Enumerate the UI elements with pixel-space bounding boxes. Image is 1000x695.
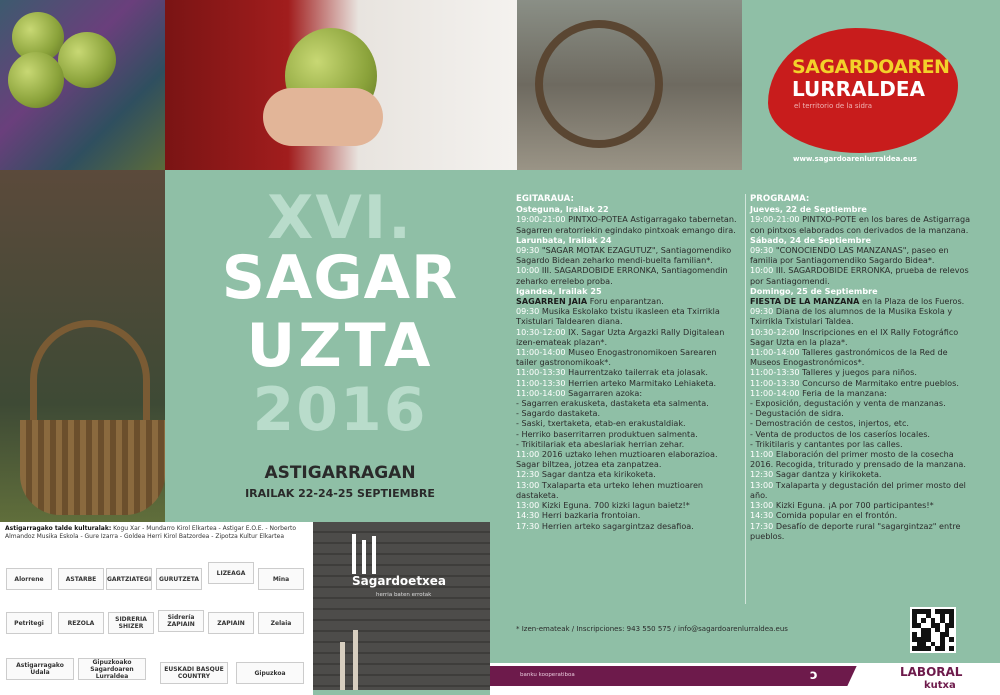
programa-line bbox=[750, 306, 972, 326]
sagardoetxea-subtitle: herria baten errotak bbox=[376, 592, 432, 598]
event-text: Musika Eskolako txistu ikasleen eta Txirrikla Txistulari Taldearen diana. bbox=[516, 306, 720, 327]
programa-column bbox=[750, 194, 972, 541]
sponsor-logo: Gipuzkoa bbox=[236, 662, 304, 684]
event-text: - Exposición, degustación y venta de manzanas. bbox=[750, 398, 946, 409]
egitaraua-line bbox=[516, 306, 738, 326]
programa-lines bbox=[750, 204, 972, 541]
programa-line bbox=[750, 500, 972, 510]
event-time: 09:30 bbox=[750, 245, 774, 256]
programa-line bbox=[750, 408, 972, 418]
cultural-groups-label: Astigarragako talde kulturalak: bbox=[5, 525, 112, 532]
programa-line bbox=[750, 388, 972, 398]
programa-line bbox=[750, 265, 972, 285]
programa-line bbox=[750, 429, 972, 439]
event-text: Talleres gastronómicos de la Red de Museos Enogastronómicos*. bbox=[750, 347, 948, 368]
sponsor-logo: GARTZIATEGI bbox=[106, 568, 152, 590]
day-heading: Sábado, 24 de Septiembre bbox=[750, 234, 871, 245]
event-text: Herri bazkaria frontoian. bbox=[539, 510, 641, 521]
event-text: Foru enparantzan. bbox=[587, 296, 664, 307]
event-text: "SAGAR MOTAK EZAGUTUZ", Santiagomendiko Sagardo Bidean zeharko mendi-buelta familian*. bbox=[516, 245, 732, 266]
egitaraua-line bbox=[516, 286, 738, 296]
egitaraua-line bbox=[516, 500, 738, 510]
sagardoetxea-mark-2 bbox=[362, 540, 366, 574]
event-time: 11:00-13:30 bbox=[516, 377, 566, 388]
event-text: Kizki Eguna. 700 kizki lagun baietz!* bbox=[539, 500, 690, 511]
event-text: Herrien arteko Marmitako Lehiaketa. bbox=[565, 377, 717, 388]
event-time: 11:00-14:00 bbox=[516, 347, 566, 358]
programa-line bbox=[750, 296, 972, 306]
event-text: Txalaparta y degustación del primer mosto del año. bbox=[750, 479, 966, 500]
egitaraua-line bbox=[516, 327, 738, 347]
event-text: - Sagardo dastaketa. bbox=[516, 408, 601, 419]
event-time: 09:30 bbox=[516, 245, 540, 256]
laboral-kutxa-icon: ↄ bbox=[810, 668, 818, 683]
day-heading: Igandea, Irailak 25 bbox=[516, 285, 602, 296]
sponsor-logo: Gipuzkoako Sagardoaren Lurraldea bbox=[78, 658, 146, 680]
event-time: 11:00-13:30 bbox=[516, 367, 566, 378]
sponsor-logo: Petritegi bbox=[6, 612, 52, 634]
programa-line bbox=[750, 449, 972, 469]
cart-photo bbox=[517, 0, 742, 170]
logo-tagline: el territorio de la sidra bbox=[794, 102, 873, 110]
event-time: 11:00 bbox=[750, 449, 774, 460]
egitaraua-lines bbox=[516, 204, 738, 531]
egitaraua-line bbox=[516, 510, 738, 520]
egitaraua-line bbox=[516, 408, 738, 418]
event-text: III. SAGARDOBIDE ERRONKA, prueba de relevos por Santiagomendi. bbox=[750, 265, 969, 286]
programa-line bbox=[750, 347, 972, 367]
egitaraua-line bbox=[516, 388, 738, 398]
event-time: 13:00 bbox=[516, 500, 540, 511]
event-text: Comida popular en el frontón. bbox=[773, 510, 898, 521]
event-text: Inscripciones en el IX Rally Fotográfico Sagar Uzta en la plaza*. bbox=[750, 326, 959, 347]
edition-title: XVI. bbox=[267, 183, 413, 253]
egitaraua-line bbox=[516, 439, 738, 449]
event-text: - Trikitilariak eta abeslariak herrian zehar. bbox=[516, 438, 685, 449]
programa-line bbox=[750, 327, 972, 347]
sponsor-logo: LIZEAGA bbox=[208, 562, 254, 584]
egitaraua-line bbox=[516, 521, 738, 531]
event-text: Desafío de deporte rural "sagargintzaz" entre pueblos. bbox=[750, 520, 961, 541]
sponsor-logo: REZOLA bbox=[58, 612, 104, 634]
title-sagar: SAGAR bbox=[221, 243, 459, 313]
egitaraua-line bbox=[516, 418, 738, 428]
event-time: 11:00-13:30 bbox=[750, 377, 800, 388]
sponsor-logo: Zelaia bbox=[258, 612, 304, 634]
event-text: - Herriko baserritarren produktuen salmenta. bbox=[516, 428, 698, 439]
programa-line bbox=[750, 418, 972, 428]
egitaraua-line bbox=[516, 347, 738, 367]
egitaraua-line bbox=[516, 367, 738, 377]
qr-code[interactable] bbox=[910, 607, 956, 653]
programa-line bbox=[750, 378, 972, 388]
egitaraua-line bbox=[516, 398, 738, 408]
event-text: Museo Enogastronomikoen Sarearen tailer gastronomikoak*. bbox=[516, 347, 717, 368]
laboral-logo-text: LABORAL bbox=[900, 665, 963, 679]
sponsor-logo: Astigarragako Udala bbox=[6, 658, 74, 680]
event-text: Elaboración del primer mosto de la cosecha 2016. Recogida, triturado y prensado de la manzana. bbox=[750, 449, 966, 470]
event-time: 13:00 bbox=[516, 479, 540, 490]
day-heading: Larunbata, Irailak 24 bbox=[516, 234, 612, 245]
event-time: 19:00-21:00 bbox=[516, 214, 566, 225]
programa-line bbox=[750, 510, 972, 520]
event-time: 19:00-21:00 bbox=[750, 214, 800, 225]
place-title: ASTIGARRAGAN bbox=[264, 463, 416, 483]
sponsor-logo: Alorrene bbox=[6, 568, 52, 590]
event-text: - Sagarren erakusketa, dastaketa eta salmenta. bbox=[516, 398, 709, 409]
event-text: Kizki Eguna. ¡A por 700 participantes!* bbox=[773, 500, 934, 511]
sponsor-logo: ASTARBE bbox=[58, 568, 104, 590]
programa-line bbox=[750, 214, 972, 234]
event-text: en la Plaza de los Fueros. bbox=[859, 296, 965, 307]
band-small-text: banku kooperatiboa bbox=[520, 672, 575, 678]
logo-line2: LURRALDEA bbox=[792, 77, 926, 101]
egitaraua-line bbox=[516, 296, 738, 306]
event-text: Talleres y juegos para niños. bbox=[799, 367, 917, 378]
cultural-groups-list: Kogu Xar - Mundarro Kirol Elkartea - Astigar E.O.E. - Norberto Almandoz Musika Eskola - Gure Izarra - Goldea Herri Kirol Batzordea - Zipotza Kultur Elkartea bbox=[5, 525, 297, 540]
day-heading: Osteguna, Irailak 22 bbox=[516, 204, 609, 215]
event-text: PINTXO-POTE en los bares de Astigarraga con pintxos elaborados con derivados de la manzana. bbox=[750, 214, 971, 235]
programa-line bbox=[750, 398, 972, 408]
egitaraua-line bbox=[516, 429, 738, 439]
programa-line bbox=[750, 469, 972, 479]
title-uzta: UZTA bbox=[246, 311, 434, 381]
event-time: 13:00 bbox=[750, 500, 774, 511]
event-text: Txalaparta eta urteko lehen muztioaren dastaketa. bbox=[516, 479, 704, 500]
programa-line bbox=[750, 480, 972, 500]
event-text: 2016 uztako lehen muztioaren elaborazioa. Sagar biltzea, jotzea eta zanpatzea. bbox=[516, 449, 718, 470]
programa-line bbox=[750, 367, 972, 377]
event-highlight: SAGARREN JAIA bbox=[516, 296, 588, 307]
egitaraua-line bbox=[516, 378, 738, 388]
egitaraua-line bbox=[516, 480, 738, 500]
sagardoetxea-photo bbox=[313, 522, 490, 690]
event-text: - Venta de productos de los caseríos locales. bbox=[750, 428, 931, 439]
event-text: IX. Sagar Uzta Argazki Rally Digitalean izen-emateak plazan*. bbox=[516, 326, 725, 347]
sponsor-logo: Mina bbox=[258, 568, 304, 590]
event-time: 10:30-12:00 bbox=[516, 326, 566, 337]
event-text: III. SAGARDOBIDE ERRONKA, Santiagomendin zeharko errelebo proba. bbox=[516, 265, 728, 286]
event-time: 09:30 bbox=[516, 306, 540, 317]
event-time: 14:30 bbox=[516, 510, 540, 521]
event-time: 10:00 bbox=[750, 265, 774, 276]
day-heading: Jueves, 22 de Septiembre bbox=[750, 204, 867, 215]
event-text: Diana de los alumnos de la Musika Eskola y Txirrikla Txistulari Taldea. bbox=[750, 306, 953, 327]
day-heading: Domingo, 25 de Septiembre bbox=[750, 285, 878, 296]
event-time: 11:00 bbox=[516, 449, 540, 460]
egitaraua-line bbox=[516, 214, 738, 234]
event-time: 09:30 bbox=[750, 306, 774, 317]
sponsor-logo: GURUTZETA bbox=[156, 568, 202, 590]
event-text: Feria de la manzana: bbox=[799, 387, 887, 398]
programa-line bbox=[750, 521, 972, 541]
event-time: 14:30 bbox=[750, 510, 774, 521]
column-divider bbox=[745, 194, 746, 604]
event-time: 17:30 bbox=[516, 520, 540, 531]
programa-line bbox=[750, 235, 972, 245]
event-time: 10:30-12:00 bbox=[750, 326, 800, 337]
event-text: Sagar dantza y kirikoketa. bbox=[773, 469, 882, 480]
egitaraua-line bbox=[516, 235, 738, 245]
event-time: 11:00-13:30 bbox=[750, 367, 800, 378]
event-text: Sagarraren azoka: bbox=[565, 387, 643, 398]
event-time: 12:30 bbox=[516, 469, 540, 480]
programa-line bbox=[750, 439, 972, 449]
egitaraua-line bbox=[516, 469, 738, 479]
event-time: 17:30 bbox=[750, 520, 774, 531]
programa-line bbox=[750, 245, 972, 265]
event-dates: IRAILAK 22-24-25 SEPTIEMBRE bbox=[245, 487, 435, 500]
event-text: Herrien arteko sagargintzaz desafioa. bbox=[539, 520, 694, 531]
event-time: 13:00 bbox=[750, 479, 774, 490]
hand-apple-photo bbox=[165, 0, 517, 170]
programa-line bbox=[750, 286, 972, 296]
event-text: - Degustación de sidra. bbox=[750, 408, 844, 419]
programa-line bbox=[750, 204, 972, 214]
kutxa-logo-text: kutxa bbox=[924, 680, 956, 691]
sponsor-logo: ZAPIAIN bbox=[208, 612, 254, 634]
egitaraua-column bbox=[516, 194, 738, 531]
event-text: - Trikitilaris y cantantes por las calles. bbox=[750, 438, 903, 449]
event-text: "CONOCIENDO LAS MANZANAS", paseo en familia por Santiagomendiko Sagardo Bidea*. bbox=[750, 245, 949, 266]
logo-line1: SAGARDOAREN bbox=[792, 56, 950, 78]
sponsor-logo: Sidrería ZAPIAIN bbox=[158, 610, 204, 632]
egitaraua-heading: EGITARAUA: bbox=[516, 194, 574, 204]
event-text: Sagar dantza eta kirikoketa. bbox=[539, 469, 656, 480]
egitaraua-line bbox=[516, 265, 738, 285]
event-text: - Demostración de cestos, injertos, etc. bbox=[750, 418, 909, 429]
event-text: - Saski, txertaketa, etab-en erakustaldiak. bbox=[516, 418, 686, 429]
inscriptions-footnote: * Izen-emateak / Inscripciones: 943 550 575 / info@sagardoarenlurraldea.eus bbox=[516, 625, 788, 633]
website-url[interactable]: www.sagardoarenlurraldea.eus bbox=[793, 155, 917, 163]
event-time: 10:00 bbox=[516, 265, 540, 276]
egitaraua-line bbox=[516, 449, 738, 469]
title-year: 2016 bbox=[252, 375, 428, 445]
cultural-groups-text bbox=[5, 525, 310, 541]
apples-photo bbox=[0, 0, 165, 170]
event-time: 11:00-14:00 bbox=[516, 387, 566, 398]
egitaraua-line bbox=[516, 245, 738, 265]
sagardoetxea-mark-3 bbox=[372, 536, 376, 574]
event-time: 12:30 bbox=[750, 469, 774, 480]
sponsor-logo: SIDRERIA SHIZER bbox=[108, 612, 154, 634]
egitaraua-line bbox=[516, 204, 738, 214]
event-text: Concurso de Marmitako entre pueblos. bbox=[799, 377, 959, 388]
sagardoetxea-name: Sagardoetxea bbox=[352, 574, 447, 588]
event-highlight: FIESTA DE LA MANZANA bbox=[750, 296, 860, 307]
event-text: Haurrentzako tailerrak eta jolasak. bbox=[565, 367, 708, 378]
sponsor-logo: EUSKADI BASQUE COUNTRY bbox=[160, 662, 228, 684]
programa-heading: PROGRAMA: bbox=[750, 194, 810, 204]
event-time: 11:00-14:00 bbox=[750, 387, 800, 398]
sagardoetxea-mark bbox=[352, 534, 356, 574]
event-text: PINTXO-POTEA Astigarragako tabernetan. Sagarren eratorriekin egindako pintxoak emango dira. bbox=[516, 214, 737, 235]
event-time: 11:00-14:00 bbox=[750, 347, 800, 358]
